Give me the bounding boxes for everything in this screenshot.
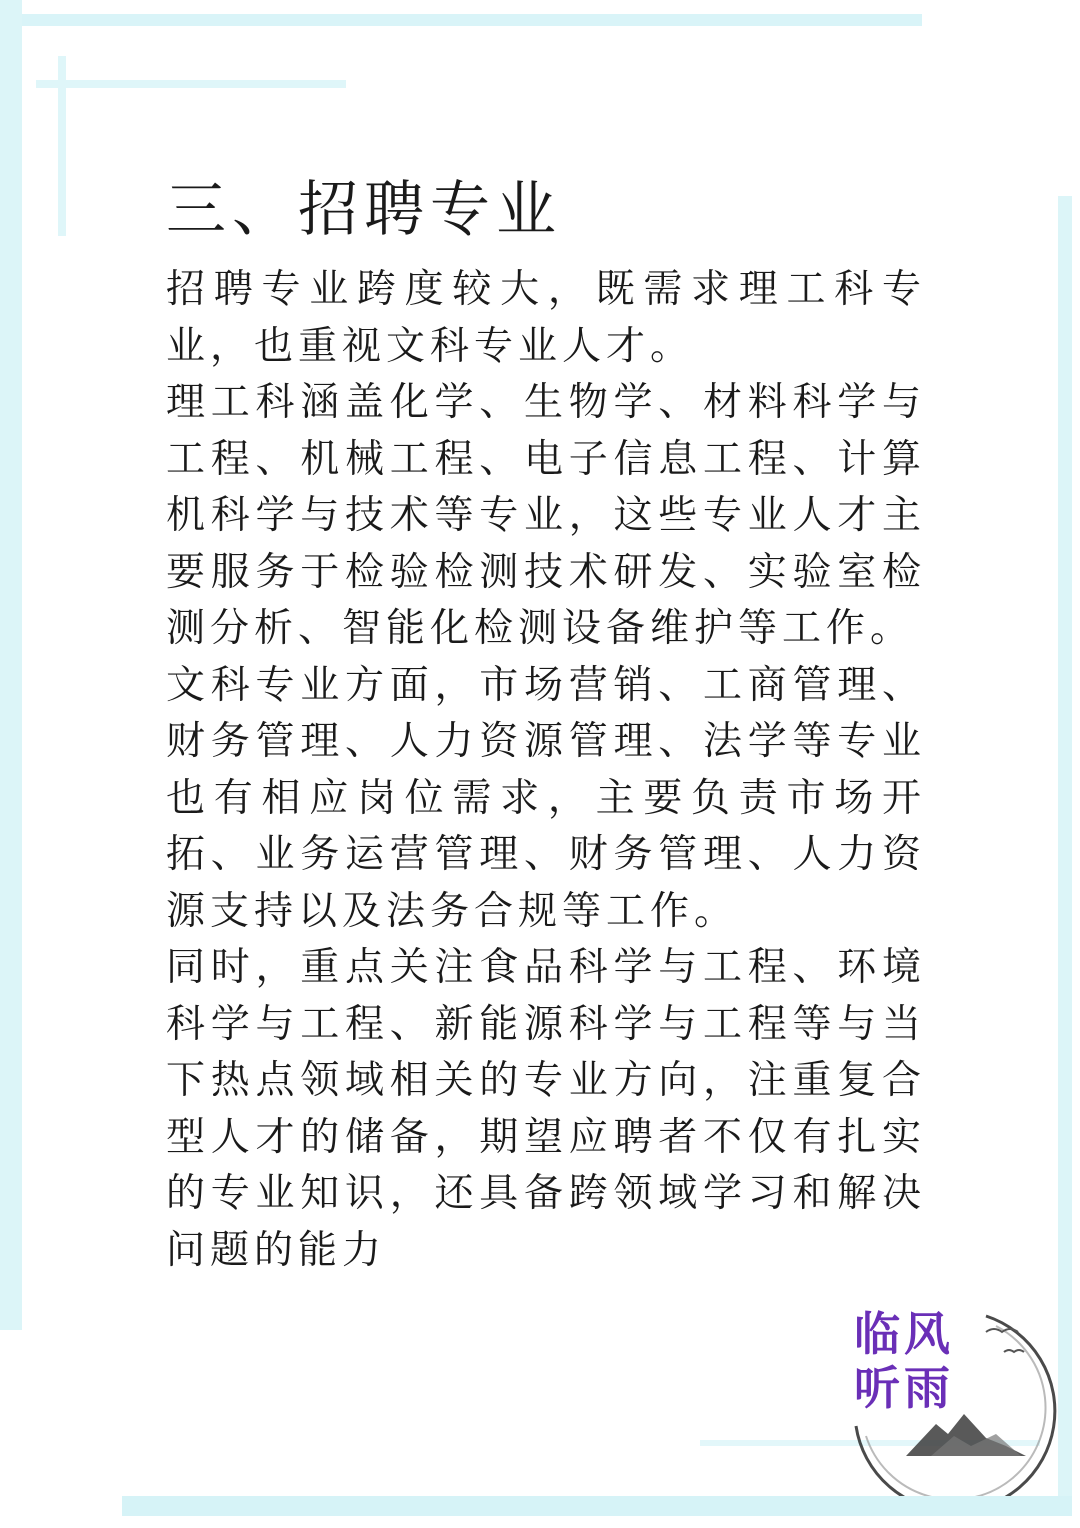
paragraph-liberal-arts: 文科专业方面，市场营销、工商管理、财务管理、人力资源管理、法学等专业也有相应岗位需求，主要负责市场开拓、业务运营管理、财务管理、人力资源支持以及法务合规等工作。 bbox=[166, 662, 926, 934]
article-body bbox=[166, 170, 926, 1279]
frame-left-line bbox=[0, 0, 22, 1330]
frame-top-inner-line bbox=[36, 80, 346, 88]
frame-top-line bbox=[0, 14, 922, 26]
paragraph-intro: 招聘专业跨度较大，既需求理工科专业，也重视文科专业人才。 bbox=[166, 267, 926, 369]
logo-text-line1: 临风 bbox=[854, 1307, 954, 1361]
frame-left-inner-line bbox=[58, 56, 66, 236]
section-title: 三、招聘专业 bbox=[166, 175, 562, 245]
logo-text-line2: 听雨 bbox=[854, 1361, 954, 1415]
brand-logo bbox=[836, 1296, 1066, 1496]
paragraph-focus: 同时，重点关注食品科学与工程、环境科学与工程、新能源科学与工程等与当下热点领域相关的专业方向，注重复合型人才的储备，期望应聘者不仅有扎实的专业知识，还具备跨领域学习和解决问题的能力 bbox=[166, 945, 926, 1273]
frame-bottom-line bbox=[122, 1496, 1072, 1516]
paragraph-science: 理工科涵盖化学、生物学、材料科学与工程、机械工程、电子信息工程、计算机科学与技术等专业，这些专业人才主要服务于检验检测技术研发、实验室检测分析、智能化检测设备维护等工作。 bbox=[166, 380, 926, 651]
